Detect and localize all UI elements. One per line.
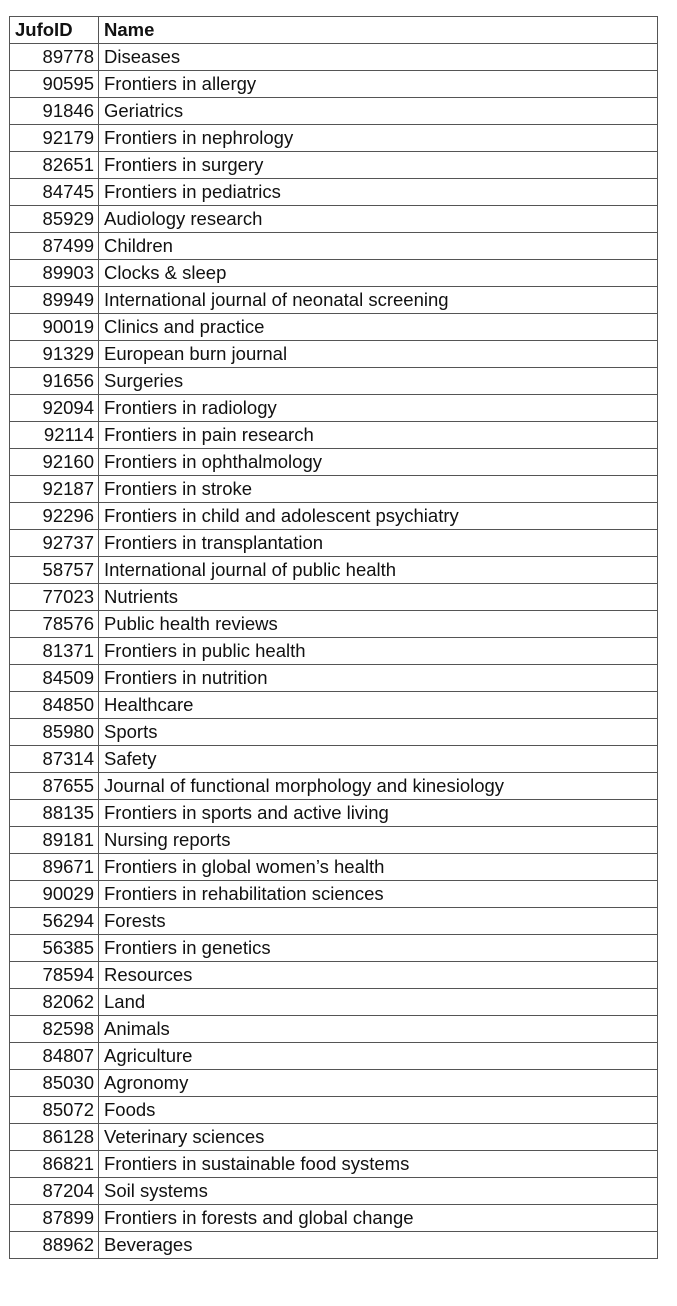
table-row xyxy=(10,908,658,935)
table-row xyxy=(10,260,658,287)
table-row xyxy=(10,314,658,341)
table-row xyxy=(10,557,658,584)
jufoid-cell: 91846 xyxy=(10,98,99,125)
table-row xyxy=(10,449,658,476)
journal-name-cell: Beverages xyxy=(99,1232,658,1259)
table-row xyxy=(10,1178,658,1205)
jufoid-cell: 85929 xyxy=(10,206,99,233)
journal-name-cell: Land xyxy=(99,989,658,1016)
table-row xyxy=(10,1070,658,1097)
table-row xyxy=(10,287,658,314)
jufoid-cell: 86128 xyxy=(10,1124,99,1151)
journal-name-cell: International journal of public health xyxy=(99,557,658,584)
journal-name-cell: Resources xyxy=(99,962,658,989)
journal-name-cell: Sports xyxy=(99,719,658,746)
journal-name-cell: Nursing reports xyxy=(99,827,658,854)
jufoid-cell: 88135 xyxy=(10,800,99,827)
table-row xyxy=(10,179,658,206)
table-row xyxy=(10,71,658,98)
journal-name-cell: Agronomy xyxy=(99,1070,658,1097)
jufoid-cell: 90029 xyxy=(10,881,99,908)
table-row xyxy=(10,827,658,854)
table-row xyxy=(10,1124,658,1151)
jufoid-cell: 87899 xyxy=(10,1205,99,1232)
jufoid-cell: 89949 xyxy=(10,287,99,314)
table-row xyxy=(10,611,658,638)
jufoid-cell: 85030 xyxy=(10,1070,99,1097)
table-row xyxy=(10,503,658,530)
table-body xyxy=(10,44,658,1259)
table-row xyxy=(10,800,658,827)
table-row xyxy=(10,530,658,557)
jufoid-cell: 92114 xyxy=(10,422,99,449)
table-row xyxy=(10,746,658,773)
jufoid-cell: 87314 xyxy=(10,746,99,773)
table-row xyxy=(10,854,658,881)
journal-table xyxy=(9,16,658,1259)
jufoid-cell: 84745 xyxy=(10,179,99,206)
jufoid-cell: 84509 xyxy=(10,665,99,692)
table-row xyxy=(10,989,658,1016)
journal-name-cell: Frontiers in sports and active living xyxy=(99,800,658,827)
table-row xyxy=(10,233,658,260)
journal-name-cell: Frontiers in genetics xyxy=(99,935,658,962)
journal-name-cell: Frontiers in nutrition xyxy=(99,665,658,692)
journal-name-cell: European burn journal xyxy=(99,341,658,368)
jufoid-cell: 87499 xyxy=(10,233,99,260)
jufoid-cell: 92296 xyxy=(10,503,99,530)
table-row xyxy=(10,422,658,449)
header-name: Name xyxy=(99,17,658,44)
journal-name-cell: Frontiers in ophthalmology xyxy=(99,449,658,476)
jufoid-cell: 82651 xyxy=(10,152,99,179)
table-row xyxy=(10,638,658,665)
journal-name-cell: Frontiers in transplantation xyxy=(99,530,658,557)
table-row xyxy=(10,1232,658,1259)
table-row xyxy=(10,1016,658,1043)
journal-name-cell: Children xyxy=(99,233,658,260)
jufoid-cell: 85072 xyxy=(10,1097,99,1124)
jufoid-cell: 92179 xyxy=(10,125,99,152)
jufoid-cell: 87655 xyxy=(10,773,99,800)
header-row xyxy=(10,17,658,44)
jufoid-cell: 92187 xyxy=(10,476,99,503)
jufoid-cell: 84850 xyxy=(10,692,99,719)
journal-name-cell: Frontiers in child and adolescent psychiatry xyxy=(99,503,658,530)
journal-name-cell: International journal of neonatal screening xyxy=(99,287,658,314)
jufoid-cell: 84807 xyxy=(10,1043,99,1070)
table-row xyxy=(10,125,658,152)
table-row xyxy=(10,1151,658,1178)
jufoid-cell: 91656 xyxy=(10,368,99,395)
jufoid-cell: 81371 xyxy=(10,638,99,665)
jufoid-cell: 89671 xyxy=(10,854,99,881)
jufoid-cell: 92737 xyxy=(10,530,99,557)
journal-name-cell: Frontiers in surgery xyxy=(99,152,658,179)
jufoid-cell: 89778 xyxy=(10,44,99,71)
journal-name-cell: Clocks & sleep xyxy=(99,260,658,287)
table-row xyxy=(10,584,658,611)
jufoid-cell: 56294 xyxy=(10,908,99,935)
table-row xyxy=(10,962,658,989)
jufoid-cell: 90019 xyxy=(10,314,99,341)
table-row xyxy=(10,692,658,719)
journal-name-cell: Agriculture xyxy=(99,1043,658,1070)
journal-name-cell: Frontiers in stroke xyxy=(99,476,658,503)
table-row xyxy=(10,719,658,746)
jufoid-cell: 92160 xyxy=(10,449,99,476)
journal-name-cell: Safety xyxy=(99,746,658,773)
jufoid-cell: 86821 xyxy=(10,1151,99,1178)
table-row xyxy=(10,773,658,800)
jufoid-cell: 88962 xyxy=(10,1232,99,1259)
jufoid-cell: 89181 xyxy=(10,827,99,854)
journal-name-cell: Frontiers in global women’s health xyxy=(99,854,658,881)
jufoid-cell: 87204 xyxy=(10,1178,99,1205)
journal-name-cell: Public health reviews xyxy=(99,611,658,638)
jufoid-cell: 78594 xyxy=(10,962,99,989)
journal-name-cell: Soil systems xyxy=(99,1178,658,1205)
jufoid-cell: 77023 xyxy=(10,584,99,611)
table-row xyxy=(10,44,658,71)
table-row xyxy=(10,665,658,692)
table-row xyxy=(10,152,658,179)
table-row xyxy=(10,476,658,503)
table-row xyxy=(10,1043,658,1070)
table-row xyxy=(10,1205,658,1232)
table-row xyxy=(10,206,658,233)
journal-name-cell: Veterinary sciences xyxy=(99,1124,658,1151)
jufoid-cell: 89903 xyxy=(10,260,99,287)
journal-name-cell: Animals xyxy=(99,1016,658,1043)
table-row xyxy=(10,881,658,908)
journal-name-cell: Frontiers in public health xyxy=(99,638,658,665)
jufoid-cell: 82062 xyxy=(10,989,99,1016)
journal-name-cell: Frontiers in sustainable food systems xyxy=(99,1151,658,1178)
jufoid-cell: 92094 xyxy=(10,395,99,422)
table-row xyxy=(10,1097,658,1124)
journal-name-cell: Frontiers in forests and global change xyxy=(99,1205,658,1232)
journal-name-cell: Frontiers in rehabilitation sciences xyxy=(99,881,658,908)
table-row xyxy=(10,368,658,395)
jufoid-cell: 85980 xyxy=(10,719,99,746)
journal-name-cell: Clinics and practice xyxy=(99,314,658,341)
jufoid-cell: 58757 xyxy=(10,557,99,584)
jufoid-cell: 82598 xyxy=(10,1016,99,1043)
jufoid-cell: 78576 xyxy=(10,611,99,638)
journal-name-cell: Healthcare xyxy=(99,692,658,719)
journal-name-cell: Frontiers in nephrology xyxy=(99,125,658,152)
table-row xyxy=(10,98,658,125)
journal-name-cell: Surgeries xyxy=(99,368,658,395)
jufoid-cell: 91329 xyxy=(10,341,99,368)
journal-name-cell: Frontiers in pain research xyxy=(99,422,658,449)
journal-name-cell: Journal of functional morphology and kinesiology xyxy=(99,773,658,800)
jufoid-cell: 56385 xyxy=(10,935,99,962)
journal-name-cell: Frontiers in allergy xyxy=(99,71,658,98)
journal-name-cell: Diseases xyxy=(99,44,658,71)
header-jufoid: JufoID xyxy=(10,17,99,44)
journal-name-cell: Nutrients xyxy=(99,584,658,611)
jufoid-cell: 90595 xyxy=(10,71,99,98)
journal-name-cell: Frontiers in radiology xyxy=(99,395,658,422)
journal-name-cell: Geriatrics xyxy=(99,98,658,125)
journal-name-cell: Foods xyxy=(99,1097,658,1124)
table-row xyxy=(10,395,658,422)
table-row xyxy=(10,935,658,962)
journal-name-cell: Frontiers in pediatrics xyxy=(99,179,658,206)
journal-name-cell: Forests xyxy=(99,908,658,935)
table-row xyxy=(10,341,658,368)
journal-name-cell: Audiology research xyxy=(99,206,658,233)
